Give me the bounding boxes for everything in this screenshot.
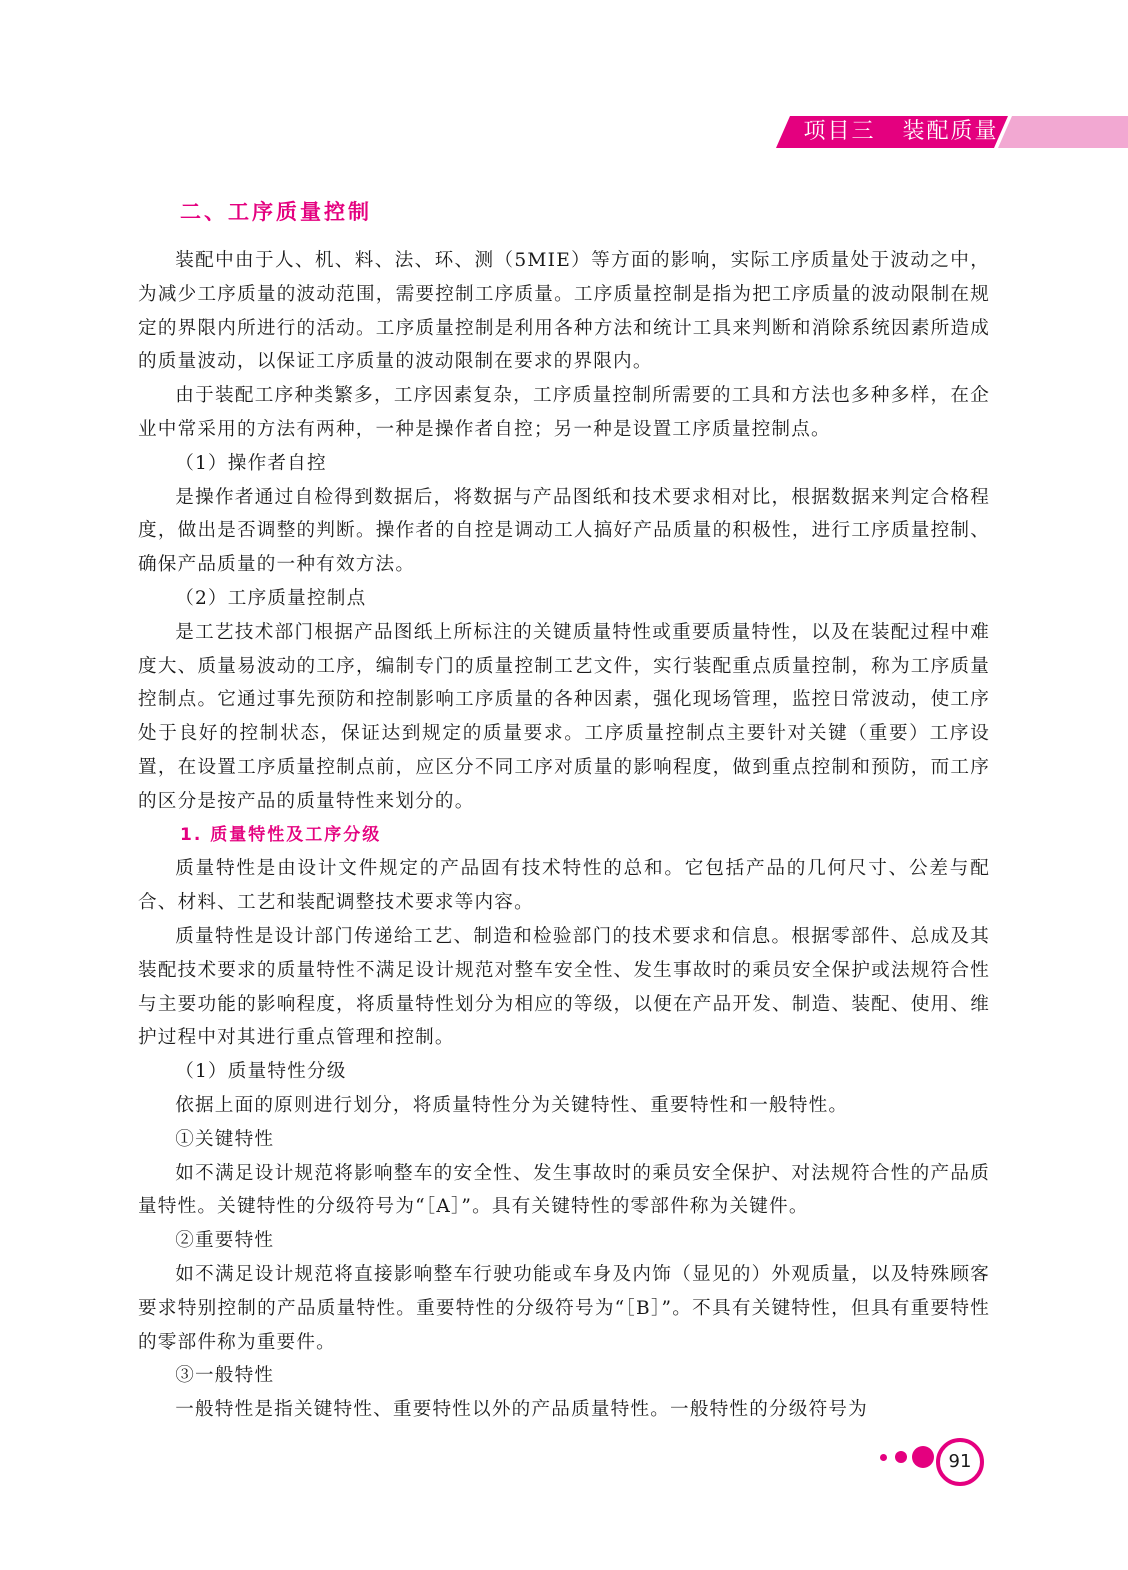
list-heading: ③一般特性: [175, 1365, 275, 1387]
paragraph: 质量特性是由设计文件规定的产品固有技术特性的总和。它包括产品的几何尺寸、公差与配合、材料、工艺和装配调整技术要求等内容。: [138, 858, 990, 914]
page-footer: [880, 1432, 990, 1492]
paragraph: 是工艺技术部门根据产品图纸上所标注的关键质量特性或重要质量特性，以及在装配过程中难度大、质量易波动的工序，编制专门的质量控制工艺文件，实行装配重点质量控制，称为工序质量控制点。它通过事先预防和控制影响工序质量的各种因素，强化现场管理，监控日常波动，使工序处于良好的控制状态，保证达到规定的质量要求。工序质量控制点主要针对关键（重要）工序设置，在设置工序质量控制点前，应区分不同工序对质量的影响程度，做到重点控制和预防，而工序的区分是按产品的质量特性来划分的。: [138, 621, 990, 812]
footer-dot-small: [880, 1454, 887, 1461]
paragraph: 由于装配工序种类繁多，工序因素复杂，工序质量控制所需要的工具和方法也多种多样，在企业中常采用的方法有两种，一种是操作者自控；另一种是设置工序质量控制点。: [138, 385, 990, 440]
list-heading: ②重要特性: [175, 1230, 275, 1252]
paragraph: 依据上面的原则进行划分，将质量特性分为关键特性、重要特性和一般特性。: [175, 1094, 849, 1116]
footer-dot-large: [912, 1446, 934, 1468]
paragraph: 是操作者通过自检得到数据后，将数据与产品图纸和技术要求相对比，根据数据来判定合格程度，做出是否调整的判断。操作者的自控是调动工人搞好产品质量的积极性，进行工序质量控制、确保产品质量的一种有效方法。: [138, 486, 990, 576]
paragraph: 质量特性是设计部门传递给工艺、制造和检验部门的技术要求和信息。根据零部件、总成及其装配技术要求的质量特性不满足设计规范对整车安全性、发生事故时的乘员安全保护或法规符合性与主要功能的影响程度，将质量特性划分为相应的等级，以便在产品开发、制造、装配、使用、维护过程中对其进行重点管理和控制。: [138, 925, 990, 1049]
list-heading: （1）质量特性分级: [175, 1061, 347, 1083]
chapter-header-band: [776, 116, 1128, 148]
paragraph: 一般特性是指关键特性、重要特性以外的产品质量特性。一般特性的分级符号为: [175, 1399, 868, 1421]
paragraph: 装配中由于人、机、料、法、环、测（5MIE）等方面的影响，实际工序质量处于波动之中，为减少工序质量的波动范围，需要控制工序质量。工序质量控制是指为把工序质量的波动限制在规定的界限内所进行的活动。工序质量控制是利用各种方法和统计工具来判断和消除系统因素所造成的质量波动，以保证工序质量的波动限制在要求的界限内。: [138, 250, 990, 373]
page-number: 91: [936, 1438, 984, 1486]
subsection-title: 1. 质量特性及工序分级: [180, 824, 382, 845]
section-title: 二、工序质量控制: [180, 200, 372, 224]
paragraph: 如不满足设计规范将影响整车的安全性、发生事故时的乘员安全保护、对法规符合性的产品质量特性。关键特性的分级符号为“［A］”。具有关键特性的零部件称为关键件。: [138, 1162, 990, 1218]
list-heading: ①关键特性: [175, 1128, 275, 1150]
chapter-title: 项目三 装配质量: [803, 119, 999, 144]
list-heading: （1）操作者自控: [175, 452, 327, 474]
list-heading: （2）工序质量控制点: [175, 587, 367, 609]
footer-dot-medium: [895, 1451, 907, 1463]
paragraph: 如不满足设计规范将直接影响整车行驶功能或车身及内饰（显见的）外观质量，以及特殊顾客要求特别控制的产品质量特性。重要特性的分级符号为“［B］”。不具有关键特性，但具有重要特性的零部件称为重要件。: [138, 1263, 990, 1353]
body-text: [138, 244, 990, 1427]
